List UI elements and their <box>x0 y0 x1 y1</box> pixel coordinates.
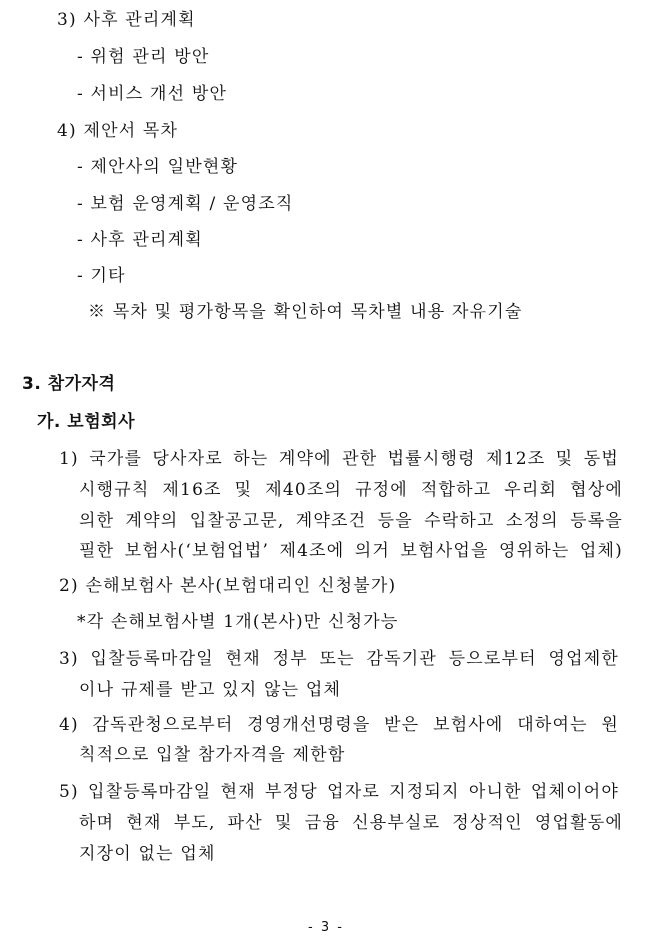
qual-item-5-line-3: 지장이 없는 업체 <box>79 844 216 864</box>
page-number: - 3 - <box>308 920 344 935</box>
mgmt-plan-item-service: - 서비스 개선 방안 <box>77 84 228 104</box>
qual-item-5-line-2: 하며 현재 부도, 파산 및 금융 신용부실로 정상적인 영업활동에 <box>79 813 623 833</box>
qual-item-4-line-1: 4) 감독관청으로부터 경영개선명령을 받은 보험사에 대하여는 원 <box>59 715 619 735</box>
qual-item-1-line-1: 1) 국가를 당사자로 하는 계약에 관한 법률시행령 제12조 및 동법 <box>59 449 619 469</box>
qual-item-5-line-1: 5) 입찰등록마감일 현재 부정당 업자로 지정되지 아니한 업체이어야 <box>59 782 619 802</box>
toc-item-general: - 제안사의 일반현황 <box>77 157 239 177</box>
qual-item-1-line-2: 시행규칙 제16조 및 제40조의 규정에 적합하고 우리회 협상에 <box>79 480 623 500</box>
toc-note: ※ 목차 및 평가항목을 확인하여 목차별 내용 자유기술 <box>88 302 523 322</box>
qual-item-3-line-2: 이나 규제를 받고 있지 않는 업체 <box>79 680 342 700</box>
qual-item-1-line-4: 필한 보험사(‘보험업법’ 제4조에 의거 보험사업을 영위하는 업체) <box>79 541 623 561</box>
qualification-subtitle: 가. 보험회사 <box>37 412 135 432</box>
qual-item-1-line-3: 의한 계약의 입찰공고문, 계약조건 등을 수락하고 소정의 등록을 <box>79 511 623 531</box>
toc-title: 4) 제안서 목차 <box>57 121 179 141</box>
qual-item-4-line-2: 칙적으로 입찰 참가자격을 제한함 <box>79 745 346 765</box>
mgmt-plan-title: 3) 사후 관리계획 <box>57 10 196 30</box>
toc-item-operation: - 보험 운영계획 / 운영조직 <box>77 194 294 214</box>
qual-note: *각 손해보험사별 1개(본사)만 신청가능 <box>77 612 399 632</box>
qualification-title: 3. 참가자격 <box>22 374 116 394</box>
qual-item-3-line-1: 3) 입찰등록마감일 현재 정부 또는 감독기관 등으로부터 영업제한 <box>59 649 619 669</box>
toc-item-etc: - 기타 <box>77 266 126 286</box>
toc-item-mgmt: - 사후 관리계획 <box>77 230 203 250</box>
mgmt-plan-item-risk: - 위험 관리 방안 <box>77 47 210 67</box>
qual-item-2-line-1: 2) 손해보험사 본사(보험대리인 신청불가) <box>59 576 397 596</box>
